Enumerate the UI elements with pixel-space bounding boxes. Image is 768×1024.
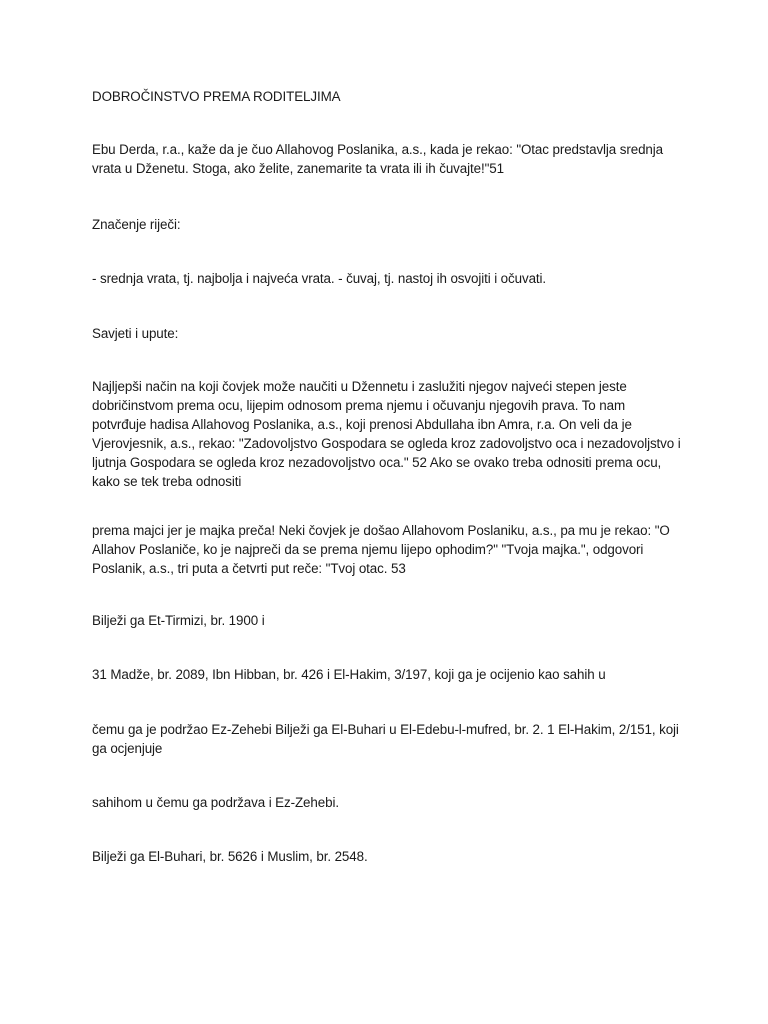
paragraph-word-meaning	[92, 269, 682, 288]
text-line: Bilježi ga El-Buhari, br. 5626 i Muslim, br. 2548.	[92, 849, 368, 864]
text-line: 31 Madže, br. 2089, Ibn Hibban, br. 426 i El-Hakim, 3/197, koji ga je ocijenio kao sahih u	[92, 667, 606, 682]
footnote-text	[92, 720, 682, 758]
text-line: Savjeti i upute:	[92, 326, 179, 341]
text-line: Značenje riječi:	[92, 217, 181, 232]
footnote-text	[92, 665, 682, 684]
paragraph-hadith-intro	[92, 140, 682, 178]
document-title	[92, 87, 682, 106]
text-line: Bilježi ga Et-Tirmizi, br. 1900 i	[92, 613, 265, 628]
text-line: prema majci jer je majka preča! Neki čovjek je došao Allahovom Poslaniku, a.s., pa mu je rekao: "O	[92, 523, 670, 538]
heading-advice	[92, 324, 682, 343]
text-line: Poslanik, a.s., tri puta a četvrti put reče: "Tvoj otac. 53	[92, 561, 406, 576]
footnote-text	[92, 847, 682, 866]
paragraph-advice	[92, 377, 682, 491]
text-line: sahihom u čemu ga podržava i Ez-Zehebi.	[92, 795, 339, 810]
text-line: kako se tek treba odnositi	[92, 474, 242, 489]
text-line: dobričinstvom prema ocu, lijepim odnosom prema njemu i očuvanju njegovih prava. To nam	[92, 398, 626, 413]
text-line: Ebu Derda, r.a., kaže da je čuo Allahovog Poslanika, a.s., kada je rekao: "Otac predstavlja srednja	[92, 142, 663, 157]
text-line: - srednja vrata, tj. najbolja i najveća vrata. - čuvaj, tj. nastoj ih osvojiti i očuvati.	[92, 271, 547, 286]
text-line: vrata u Dženetu. Stoga, ako želite, zanemarite ta vrata ili ih čuvajte!"51	[92, 161, 504, 176]
text-line: čemu ga je podržao Ez-Zehebi Bilježi ga El-Buhari u El-Edebu-l-mufred, br. 2. 1 El-Hakim, 2/151, koji	[92, 722, 679, 737]
text-line: Allahov Poslaniče, ko je najpreči da se prema njemu lijepo ophodim?" "Tvoja majka.", odgovori	[92, 542, 644, 557]
footnote-text	[92, 611, 682, 630]
text-line: ga ocjenjuje	[92, 741, 163, 756]
title-text: DOBROČINSTVO PREMA RODITELJIMA	[92, 89, 341, 104]
footnote-text	[92, 793, 682, 812]
text-line: Vjerovjesnik, a.s., rekao: "Zadovoljstvo Gospodara se ogleda kroz zadovoljstvo oca i nezadovoljstvo i	[92, 436, 681, 451]
text-line: potvrđuje hadisa Allahovog Poslanika, a.s., koji prenosi Abdullaha ibn Amra, r.a. On veli da je	[92, 417, 632, 432]
text-line: Najljepši način na koji čovjek može naučiti u Džennetu i zaslužiti njegov najveći stepen jeste	[92, 379, 627, 394]
text-line: ljutnja Gospodara se ogleda kroz nezadovoljstvo oca." 52 Ako se ovako treba odnositi prema ocu,	[92, 455, 662, 470]
heading-word-meaning	[92, 215, 682, 234]
paragraph-mother	[92, 521, 682, 578]
